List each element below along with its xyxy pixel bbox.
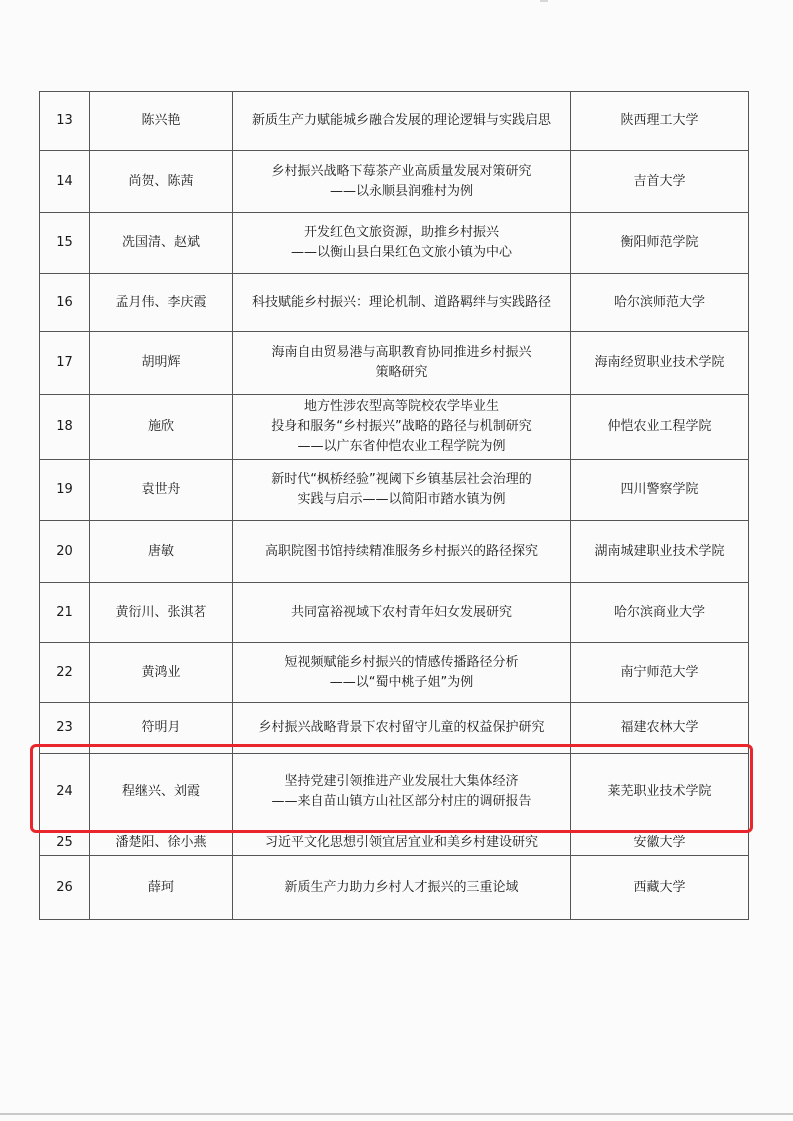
title-line: 乡村振兴战略下莓茶产业高质量发展对策研究: [271, 163, 532, 179]
row-number-cell: 22: [40, 643, 90, 703]
title-line: 高职院图书馆持续精准服务乡村振兴的路径探究: [264, 543, 538, 559]
author-cell: 程继兴、刘霞: [90, 754, 233, 831]
author-cell: 唐敏: [90, 521, 233, 583]
table-row: [40, 332, 749, 395]
award-list-table: [39, 91, 749, 920]
row-number-cell: 17: [40, 332, 90, 395]
row-number-cell: 15: [40, 213, 90, 274]
author-cell: 袁世舟: [90, 460, 233, 521]
row-number-cell: 19: [40, 460, 90, 521]
school-cell: 四川警察学院: [571, 460, 749, 521]
author-cell: 施欣: [90, 395, 233, 460]
title-line: 新时代“枫桥经验”视阈下乡镇基层社会治理的: [271, 472, 532, 487]
author-cell: 冼国清、赵斌: [90, 213, 233, 274]
table-row: [40, 213, 749, 274]
title-line: ——以衡山县白果红色文旅小镇为中心: [290, 245, 512, 260]
author-cell: 黄鸿业: [90, 643, 233, 703]
title-line: 科技赋能乡村振兴：理论机制、道路羁绊与实践路径: [251, 294, 551, 310]
table-row: [40, 831, 749, 856]
title-cell: [233, 703, 571, 754]
row-number-cell: 21: [40, 583, 90, 643]
title-line: 新质生产力赋能城乡融合发展的理论逻辑与实践启思: [251, 113, 551, 128]
table-row: [40, 521, 749, 583]
author-cell: 黄衍川、张淇茗: [90, 583, 233, 643]
title-line: ——来自苗山镇方山社区部分村庄的调研报告: [271, 794, 532, 809]
table-row: [40, 395, 749, 460]
title-cell: [233, 856, 571, 920]
title-line: 短视频赋能乡村振兴的情感传播路径分析: [284, 654, 519, 670]
author-cell: 胡明辉: [90, 332, 233, 395]
row-number-cell: 18: [40, 395, 90, 460]
title-line: 地方性涉农型高等院校农学毕业生: [303, 399, 499, 414]
title-line: 共同富裕视域下农村青年妇女发展研究: [290, 604, 512, 620]
title-line: 策略研究: [375, 365, 428, 380]
school-cell: 哈尔滨商业大学: [571, 583, 749, 643]
row-number-cell: 20: [40, 521, 90, 583]
title-cell: [233, 92, 571, 151]
title-cell: [233, 643, 571, 703]
title-line: ——以永顺县润雅村为例: [329, 183, 473, 199]
title-line: 新质生产力助力乡村人才振兴的三重论域: [284, 879, 519, 895]
table-row: [40, 151, 749, 213]
title-line: 投身和服务“乡村振兴”战略的路径与机制研究: [271, 419, 532, 434]
table-row: [40, 583, 749, 643]
title-line: ——以广东省仲恺农业工程学院为例: [297, 439, 506, 454]
author-cell: 陈兴艳: [90, 92, 233, 151]
school-cell: 海南经贸职业技术学院: [571, 332, 749, 395]
school-cell: 莱芜职业技术学院: [571, 754, 749, 831]
title-line: 乡村振兴战略背景下农村留守儿童的权益保护研究: [258, 720, 545, 735]
author-cell: 符明月: [90, 703, 233, 754]
title-cell: [233, 213, 571, 274]
row-number-cell: 16: [40, 274, 90, 332]
title-cell: [233, 395, 571, 460]
title-cell: [233, 460, 571, 521]
school-cell: 西藏大学: [571, 856, 749, 920]
table-row: [40, 460, 749, 521]
table-row: [40, 703, 749, 754]
school-cell: 衡阳师范学院: [571, 213, 749, 274]
school-cell: 福建农林大学: [571, 703, 749, 754]
school-cell: 哈尔滨师范大学: [571, 274, 749, 332]
title-cell: [233, 583, 571, 643]
table-row: [40, 274, 749, 332]
title-line: 海南自由贸易港与高职教育协同推进乡村振兴: [271, 345, 532, 360]
table-body: [40, 92, 749, 920]
title-line: 实践与启示——以简阳市踏水镇为例: [297, 492, 506, 507]
school-cell: 仲恺农业工程学院: [571, 395, 749, 460]
scan-mark: [540, 0, 548, 2]
table-row: [40, 856, 749, 920]
author-cell: 潘楚阳、徐小燕: [90, 831, 233, 856]
row-number-cell: 13: [40, 92, 90, 151]
title-line: 坚持党建引领推进产业发展壮大集体经济: [284, 774, 519, 789]
title-line: 习近平文化思想引领宜居宜业和美乡村建设研究: [264, 835, 538, 850]
title-cell: [233, 151, 571, 213]
school-cell: 吉首大学: [571, 151, 749, 213]
row-number-cell: 14: [40, 151, 90, 213]
title-cell: [233, 274, 571, 332]
author-cell: 尚贺、陈茜: [90, 151, 233, 213]
table-row: [40, 92, 749, 151]
row-number-cell: 23: [40, 703, 90, 754]
title-cell: [233, 831, 571, 856]
title-line: ——以“蜀中桃子姐”为例: [329, 674, 474, 690]
page-bottom-edge: [0, 1113, 793, 1115]
title-line: 开发红色文旅资源，助推乡村振兴: [303, 225, 499, 240]
school-cell: 南宁师范大学: [571, 643, 749, 703]
author-cell: 薛珂: [90, 856, 233, 920]
title-cell: [233, 332, 571, 395]
title-cell: [233, 521, 571, 583]
row-number-cell: 25: [40, 831, 90, 856]
title-cell: [233, 754, 571, 831]
school-cell: 安徽大学: [571, 831, 749, 856]
table-row: [40, 754, 749, 831]
row-number-cell: 26: [40, 856, 90, 920]
school-cell: 湖南城建职业技术学院: [571, 521, 749, 583]
row-number-cell: 24: [40, 754, 90, 831]
author-cell: 孟月伟、李庆霞: [90, 274, 233, 332]
table-row: [40, 643, 749, 703]
school-cell: 陕西理工大学: [571, 92, 749, 151]
